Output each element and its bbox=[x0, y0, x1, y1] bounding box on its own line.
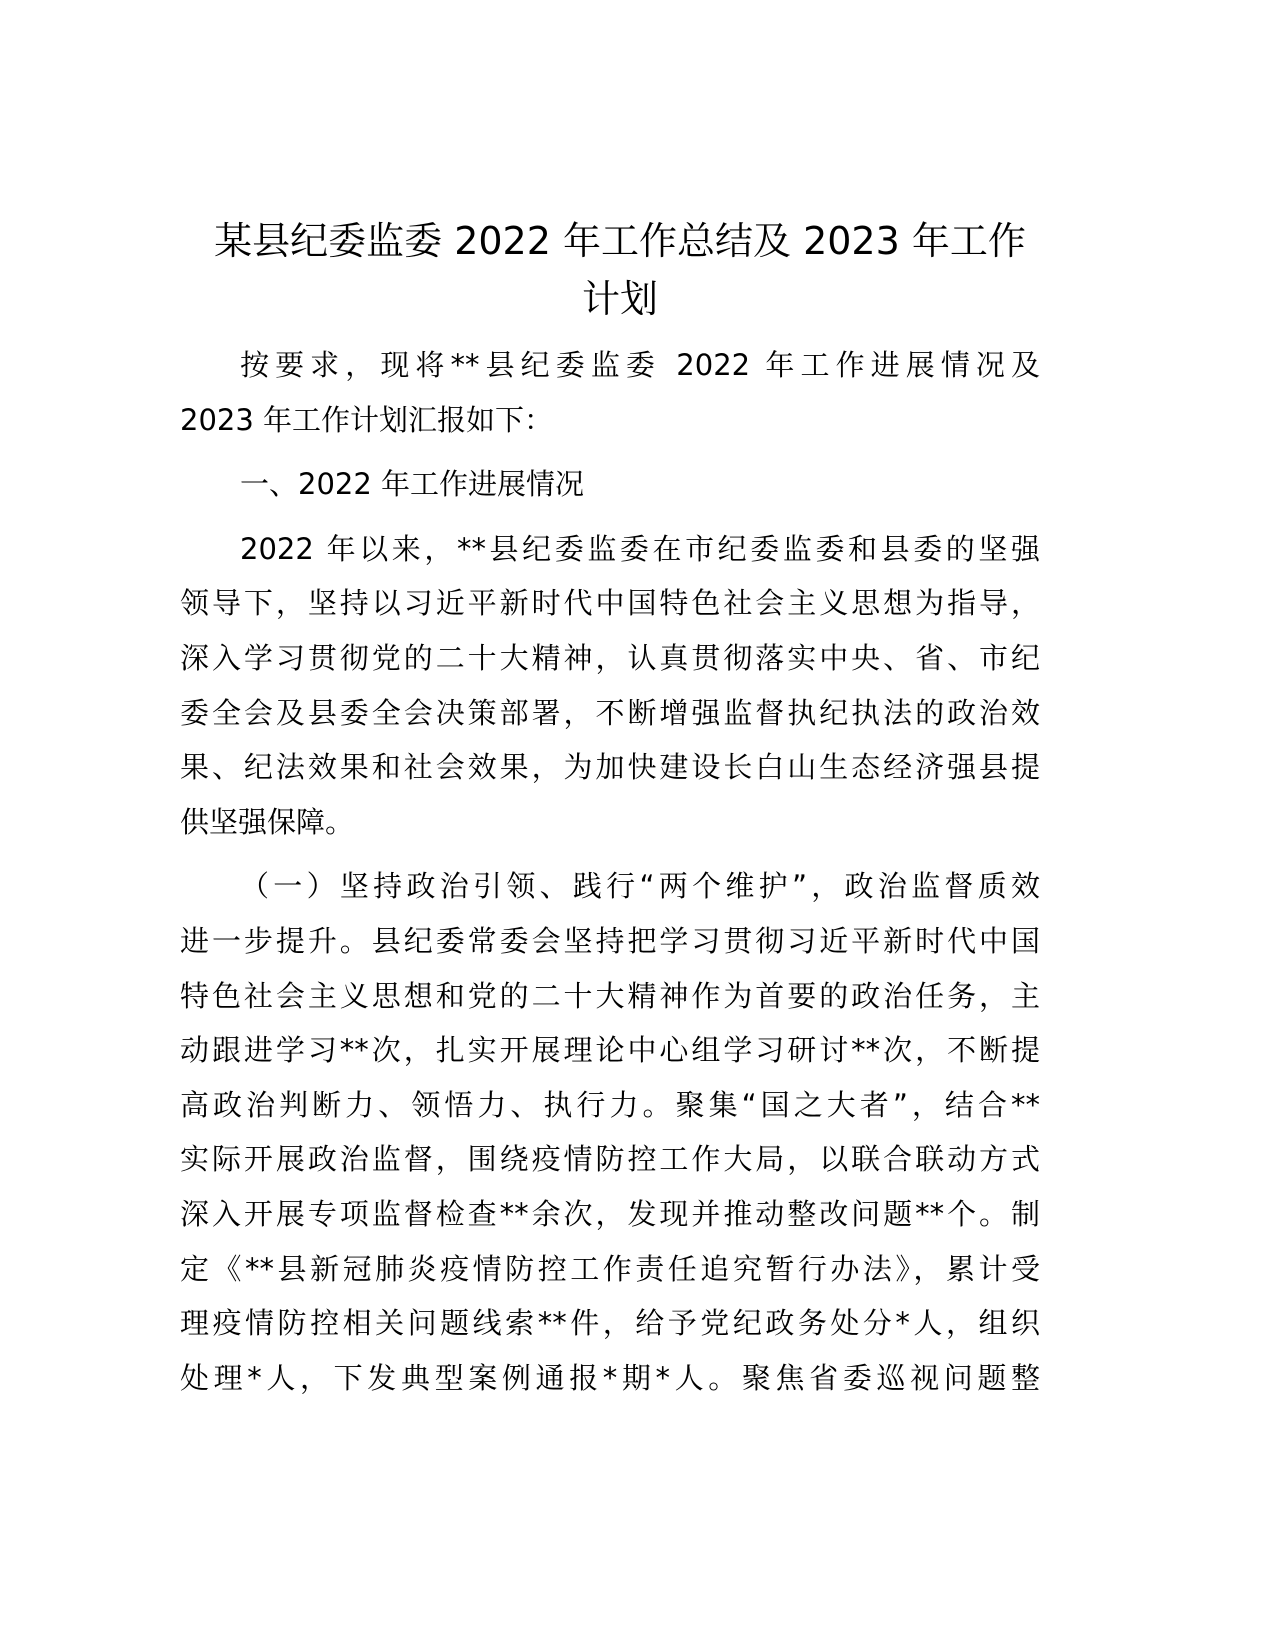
paragraph-line: 委全会及县委全会决策部署，不断增强监督执纪执法的政治效 bbox=[180, 695, 1040, 730]
title-line-1: 某县纪委监委 2022 年工作总结及 2023 年工作 bbox=[214, 219, 1026, 263]
intro-paragraph bbox=[180, 338, 1040, 447]
paragraph-line: 动跟进学习**次，扎实开展理论中心组学习研讨**次，不断提 bbox=[180, 1033, 1040, 1068]
title-line-2: 计划 bbox=[581, 277, 658, 321]
paragraph-line: 供坚强保障。 bbox=[180, 804, 355, 839]
section-heading-text: 一、2022 年工作进展情况 bbox=[240, 467, 585, 502]
paragraph-line: 2022 年以来，**县纪委监委在市纪委监委和县委的坚强 bbox=[240, 531, 1040, 566]
paragraph-line: 深入学习贯彻党的二十大精神，认真贯彻落实中央、省、市纪 bbox=[180, 640, 1040, 675]
paragraph-line: 特色社会主义思想和党的二十大精神作为首要的政治任务，主 bbox=[180, 978, 1040, 1013]
paragraph-line: 领导下，坚持以习近平新时代中国特色社会主义思想为指导， bbox=[180, 586, 1040, 621]
document-body bbox=[180, 338, 1040, 1405]
section-1-paragraph bbox=[180, 859, 1040, 1405]
document-title bbox=[180, 212, 1060, 328]
paragraph-line: 按要求，现将**县纪委监委 2022 年工作进展情况及 bbox=[240, 348, 1040, 382]
paragraph-line: 进一步提升。县纪委常委会坚持把学习贯彻习近平新时代中国 bbox=[180, 923, 1040, 958]
paragraph-line: 处理*人，下发典型案例通报*期*人。聚焦省委巡视问题整 bbox=[180, 1360, 1040, 1395]
paragraph-line: （一）坚持政治引领、践行“两个维护”，政治监督质效 bbox=[240, 869, 1040, 904]
paragraph-line: 2023 年工作计划汇报如下： bbox=[180, 402, 554, 437]
paragraph-line: 实际开展政治监督，围绕疫情防控工作大局，以联合联动方式 bbox=[180, 1142, 1040, 1177]
paragraph-line: 果、纪法效果和社会效果，为加快建设长白山生态经济强县提 bbox=[180, 750, 1040, 785]
section-heading bbox=[180, 457, 1040, 512]
paragraph-line: 高政治判断力、领悟力、执行力。聚集“国之大者”，结合** bbox=[180, 1087, 1040, 1122]
overview-paragraph bbox=[180, 522, 1040, 850]
paragraph-line: 定《**县新冠肺炎疫情防控工作责任追究暂行办法》，累计受 bbox=[180, 1251, 1040, 1286]
paragraph-line: 深入开展专项监督检查**余次，发现并推动整改问题**个。制 bbox=[180, 1196, 1040, 1231]
paragraph-line: 理疫情防控相关问题线索**件，给予党纪政务处分*人，组织 bbox=[180, 1306, 1040, 1341]
